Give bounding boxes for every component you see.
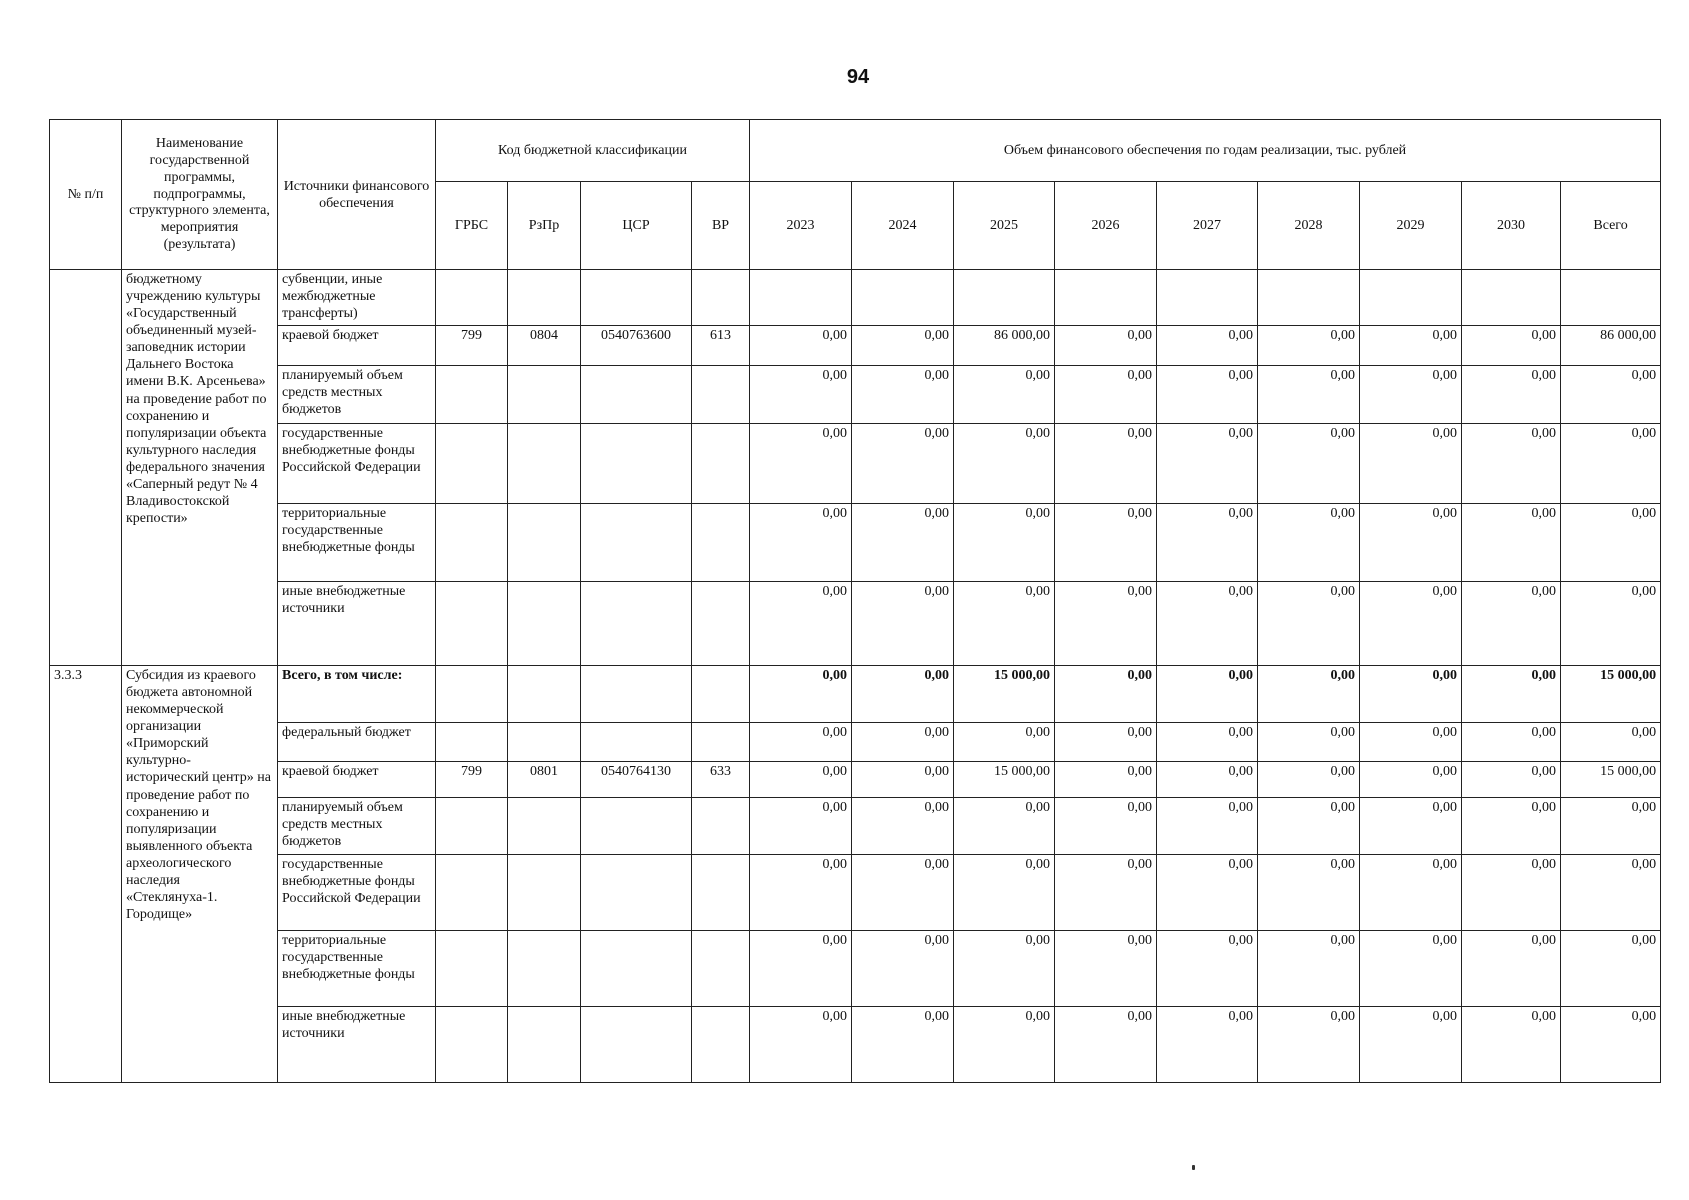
value-2024: 0,00 (852, 424, 954, 504)
value-total: 0,00 (1561, 798, 1661, 855)
value-2028: 0,00 (1258, 666, 1360, 723)
code-rzpr: 0801 (508, 762, 581, 798)
code-vr (692, 666, 750, 723)
code-csr: 0540763600 (581, 326, 692, 366)
code-rzpr (508, 931, 581, 1007)
code-vr (692, 931, 750, 1007)
value-total: 15 000,00 (1561, 762, 1661, 798)
value-2028: 0,00 (1258, 326, 1360, 366)
value-2026: 0,00 (1055, 504, 1157, 582)
code-vr (692, 855, 750, 931)
program-name: Субсидия из краевого бюджета автономной некоммерческой организации «Приморский культурно-исторический центр» на проведение работ по сохранению и популяризации выявленного объекта археологического наследия «Стеклянуха-1. Городище» (122, 666, 278, 1083)
value-2029: 0,00 (1360, 582, 1462, 666)
scan-speck (1192, 1165, 1195, 1170)
value-2025: 0,00 (954, 366, 1055, 424)
table-row (50, 504, 1661, 582)
value-2027: 0,00 (1157, 326, 1258, 366)
header-funding-volume-group: Объем финансового обеспечения по годам реализации, тыс. рублей (750, 120, 1661, 182)
code-vr (692, 582, 750, 666)
code-rzpr (508, 798, 581, 855)
table-row (50, 931, 1661, 1007)
table-row (50, 326, 1661, 366)
value-2024: 0,00 (852, 1007, 954, 1083)
code-csr (581, 798, 692, 855)
value-2025: 15 000,00 (954, 762, 1055, 798)
code-vr (692, 723, 750, 762)
value-total: 0,00 (1561, 582, 1661, 666)
funding-source: субвенции, иные межбюджетные трансферты) (278, 270, 436, 326)
value-2027: 0,00 (1157, 366, 1258, 424)
value-2024: 0,00 (852, 504, 954, 582)
funding-source: планируемый объем средств местных бюджетов (278, 366, 436, 424)
value-2024: 0,00 (852, 762, 954, 798)
header-year-2030: 2030 (1462, 182, 1561, 270)
value-2025: 86 000,00 (954, 326, 1055, 366)
value-2024: 0,00 (852, 931, 954, 1007)
funding-source: иные внебюджетные источники (278, 582, 436, 666)
funding-source: государственные внебюджетные фонды Российской Федерации (278, 424, 436, 504)
value-2023: 0,00 (750, 582, 852, 666)
code-csr (581, 504, 692, 582)
value-2026 (1055, 270, 1157, 326)
code-csr (581, 855, 692, 931)
code-csr (581, 723, 692, 762)
value-total (1561, 270, 1661, 326)
code-grbs (436, 582, 508, 666)
table-row (50, 855, 1661, 931)
table-row (50, 582, 1661, 666)
code-vr: 613 (692, 326, 750, 366)
table-row (50, 762, 1661, 798)
code-grbs (436, 1007, 508, 1083)
header-year-2029: 2029 (1360, 182, 1462, 270)
value-2024 (852, 270, 954, 326)
header-year-2027: 2027 (1157, 182, 1258, 270)
value-2029: 0,00 (1360, 366, 1462, 424)
header-budget-code-group: Код бюджетной классификации (436, 120, 750, 182)
budget-table (49, 119, 1661, 1083)
header-year-2025: 2025 (954, 182, 1055, 270)
code-csr (581, 366, 692, 424)
value-2024: 0,00 (852, 723, 954, 762)
header-csr: ЦСР (581, 182, 692, 270)
code-grbs (436, 366, 508, 424)
value-2027: 0,00 (1157, 424, 1258, 504)
value-2027: 0,00 (1157, 582, 1258, 666)
value-total: 15 000,00 (1561, 666, 1661, 723)
code-csr: 0540764130 (581, 762, 692, 798)
table-row (50, 366, 1661, 424)
value-2029: 0,00 (1360, 762, 1462, 798)
value-2028 (1258, 270, 1360, 326)
table-row (50, 723, 1661, 762)
header-source: Источники финансового обеспечения (278, 120, 436, 270)
header-year-2023: 2023 (750, 182, 852, 270)
value-2026: 0,00 (1055, 424, 1157, 504)
code-grbs (436, 931, 508, 1007)
header-year-2024: 2024 (852, 182, 954, 270)
code-vr (692, 504, 750, 582)
value-2028: 0,00 (1258, 504, 1360, 582)
header-year-2026: 2026 (1055, 182, 1157, 270)
value-2026: 0,00 (1055, 366, 1157, 424)
value-2028: 0,00 (1258, 582, 1360, 666)
funding-source: территориальные государственные внебюджетные фонды (278, 931, 436, 1007)
value-2023: 0,00 (750, 931, 852, 1007)
value-2024: 0,00 (852, 582, 954, 666)
code-grbs (436, 666, 508, 723)
code-csr (581, 270, 692, 326)
value-2029: 0,00 (1360, 326, 1462, 366)
table-row (50, 424, 1661, 504)
value-total: 0,00 (1561, 504, 1661, 582)
value-2025 (954, 270, 1055, 326)
value-2028: 0,00 (1258, 424, 1360, 504)
value-2025: 15 000,00 (954, 666, 1055, 723)
value-2030: 0,00 (1462, 366, 1561, 424)
header-number: № п/п (50, 120, 122, 270)
funding-source: иные внебюджетные источники (278, 1007, 436, 1083)
code-rzpr (508, 855, 581, 931)
code-vr (692, 366, 750, 424)
funding-source: государственные внебюджетные фонды Российской Федерации (278, 855, 436, 931)
table-row (50, 1007, 1661, 1083)
value-2023: 0,00 (750, 366, 852, 424)
code-grbs (436, 424, 508, 504)
value-2026: 0,00 (1055, 798, 1157, 855)
funding-source: Всего, в том числе: (278, 666, 436, 723)
value-total: 0,00 (1561, 855, 1661, 931)
value-2030 (1462, 270, 1561, 326)
value-2029: 0,00 (1360, 504, 1462, 582)
table-row (50, 798, 1661, 855)
value-2024: 0,00 (852, 855, 954, 931)
value-2025: 0,00 (954, 931, 1055, 1007)
funding-source: краевой бюджет (278, 326, 436, 366)
value-total: 0,00 (1561, 931, 1661, 1007)
value-2026: 0,00 (1055, 1007, 1157, 1083)
code-csr (581, 666, 692, 723)
value-2027: 0,00 (1157, 666, 1258, 723)
code-rzpr (508, 366, 581, 424)
header-total: Всего (1561, 182, 1661, 270)
value-2023: 0,00 (750, 326, 852, 366)
value-2025: 0,00 (954, 798, 1055, 855)
row-number (50, 270, 122, 666)
header-vr: ВР (692, 182, 750, 270)
code-rzpr: 0804 (508, 326, 581, 366)
code-vr: 633 (692, 762, 750, 798)
value-2025: 0,00 (954, 723, 1055, 762)
value-2030: 0,00 (1462, 504, 1561, 582)
program-name: бюджетному учреждению культуры «Государственный объединенный музей-заповедник истории Дальнего Востока имени В.К. Арсеньева» на проведение работ по сохранению и популяризации объекта культурного наследия федерального значения «Саперный редут № 4 Владивостокской крепости» (122, 270, 278, 666)
value-total: 0,00 (1561, 366, 1661, 424)
value-2028: 0,00 (1258, 798, 1360, 855)
value-2025: 0,00 (954, 424, 1055, 504)
value-2030: 0,00 (1462, 931, 1561, 1007)
table-header (50, 120, 1661, 270)
value-2023: 0,00 (750, 424, 852, 504)
table-body (50, 270, 1661, 1083)
value-2030: 0,00 (1462, 582, 1561, 666)
code-rzpr (508, 270, 581, 326)
code-grbs (436, 855, 508, 931)
value-2023: 0,00 (750, 723, 852, 762)
value-2025: 0,00 (954, 582, 1055, 666)
code-rzpr (508, 424, 581, 504)
header-year-2028: 2028 (1258, 182, 1360, 270)
value-2030: 0,00 (1462, 855, 1561, 931)
code-rzpr (508, 666, 581, 723)
code-vr (692, 270, 750, 326)
value-2028: 0,00 (1258, 1007, 1360, 1083)
code-grbs (436, 270, 508, 326)
value-2023: 0,00 (750, 666, 852, 723)
header-grbs: ГРБС (436, 182, 508, 270)
value-2028: 0,00 (1258, 855, 1360, 931)
code-csr (581, 1007, 692, 1083)
value-2029 (1360, 270, 1462, 326)
value-2030: 0,00 (1462, 798, 1561, 855)
value-2028: 0,00 (1258, 366, 1360, 424)
value-2030: 0,00 (1462, 326, 1561, 366)
value-2029: 0,00 (1360, 931, 1462, 1007)
value-total: 0,00 (1561, 1007, 1661, 1083)
value-total: 86 000,00 (1561, 326, 1661, 366)
value-2029: 0,00 (1360, 723, 1462, 762)
code-grbs (436, 723, 508, 762)
value-2029: 0,00 (1360, 855, 1462, 931)
value-2024: 0,00 (852, 666, 954, 723)
funding-source: планируемый объем средств местных бюджетов (278, 798, 436, 855)
value-2026: 0,00 (1055, 582, 1157, 666)
value-2030: 0,00 (1462, 723, 1561, 762)
value-2028: 0,00 (1258, 723, 1360, 762)
code-csr (581, 424, 692, 504)
page-number: 94 (846, 66, 870, 88)
value-2030: 0,00 (1462, 1007, 1561, 1083)
value-2029: 0,00 (1360, 424, 1462, 504)
value-2028: 0,00 (1258, 931, 1360, 1007)
value-2030: 0,00 (1462, 762, 1561, 798)
value-2029: 0,00 (1360, 798, 1462, 855)
value-total: 0,00 (1561, 723, 1661, 762)
code-vr (692, 1007, 750, 1083)
code-grbs (436, 798, 508, 855)
value-2024: 0,00 (852, 366, 954, 424)
value-2026: 0,00 (1055, 855, 1157, 931)
value-2026: 0,00 (1055, 326, 1157, 366)
code-grbs: 799 (436, 326, 508, 366)
code-rzpr (508, 582, 581, 666)
value-2025: 0,00 (954, 504, 1055, 582)
code-vr (692, 424, 750, 504)
code-rzpr (508, 723, 581, 762)
value-2023: 0,00 (750, 1007, 852, 1083)
funding-source: краевой бюджет (278, 762, 436, 798)
value-2023: 0,00 (750, 798, 852, 855)
row-number: 3.3.3 (50, 666, 122, 1083)
value-2028: 0,00 (1258, 762, 1360, 798)
value-2027: 0,00 (1157, 855, 1258, 931)
value-2027 (1157, 270, 1258, 326)
value-2023: 0,00 (750, 762, 852, 798)
value-2026: 0,00 (1055, 762, 1157, 798)
value-2026: 0,00 (1055, 666, 1157, 723)
header-rzpr: РзПр (508, 182, 581, 270)
code-vr (692, 798, 750, 855)
value-2026: 0,00 (1055, 723, 1157, 762)
funding-source: федеральный бюджет (278, 723, 436, 762)
value-2023: 0,00 (750, 855, 852, 931)
value-2025: 0,00 (954, 855, 1055, 931)
value-2027: 0,00 (1157, 1007, 1258, 1083)
code-rzpr (508, 1007, 581, 1083)
value-2024: 0,00 (852, 326, 954, 366)
value-2026: 0,00 (1055, 931, 1157, 1007)
value-2029: 0,00 (1360, 1007, 1462, 1083)
value-2030: 0,00 (1462, 424, 1561, 504)
code-csr (581, 582, 692, 666)
value-2027: 0,00 (1157, 798, 1258, 855)
code-grbs (436, 504, 508, 582)
value-2027: 0,00 (1157, 723, 1258, 762)
value-2030: 0,00 (1462, 666, 1561, 723)
value-2023: 0,00 (750, 504, 852, 582)
value-2027: 0,00 (1157, 931, 1258, 1007)
code-rzpr (508, 504, 581, 582)
table-row (50, 270, 1661, 326)
value-2023 (750, 270, 852, 326)
code-csr (581, 931, 692, 1007)
value-2024: 0,00 (852, 798, 954, 855)
header-name: Наименование государственной программы, подпрограммы, структурного элемента, мероприятия (результата) (122, 120, 278, 270)
value-2027: 0,00 (1157, 504, 1258, 582)
funding-source: территориальные государственные внебюджетные фонды (278, 504, 436, 582)
value-2025: 0,00 (954, 1007, 1055, 1083)
code-grbs: 799 (436, 762, 508, 798)
table-row (50, 666, 1661, 723)
value-2029: 0,00 (1360, 666, 1462, 723)
value-2027: 0,00 (1157, 762, 1258, 798)
value-total: 0,00 (1561, 424, 1661, 504)
